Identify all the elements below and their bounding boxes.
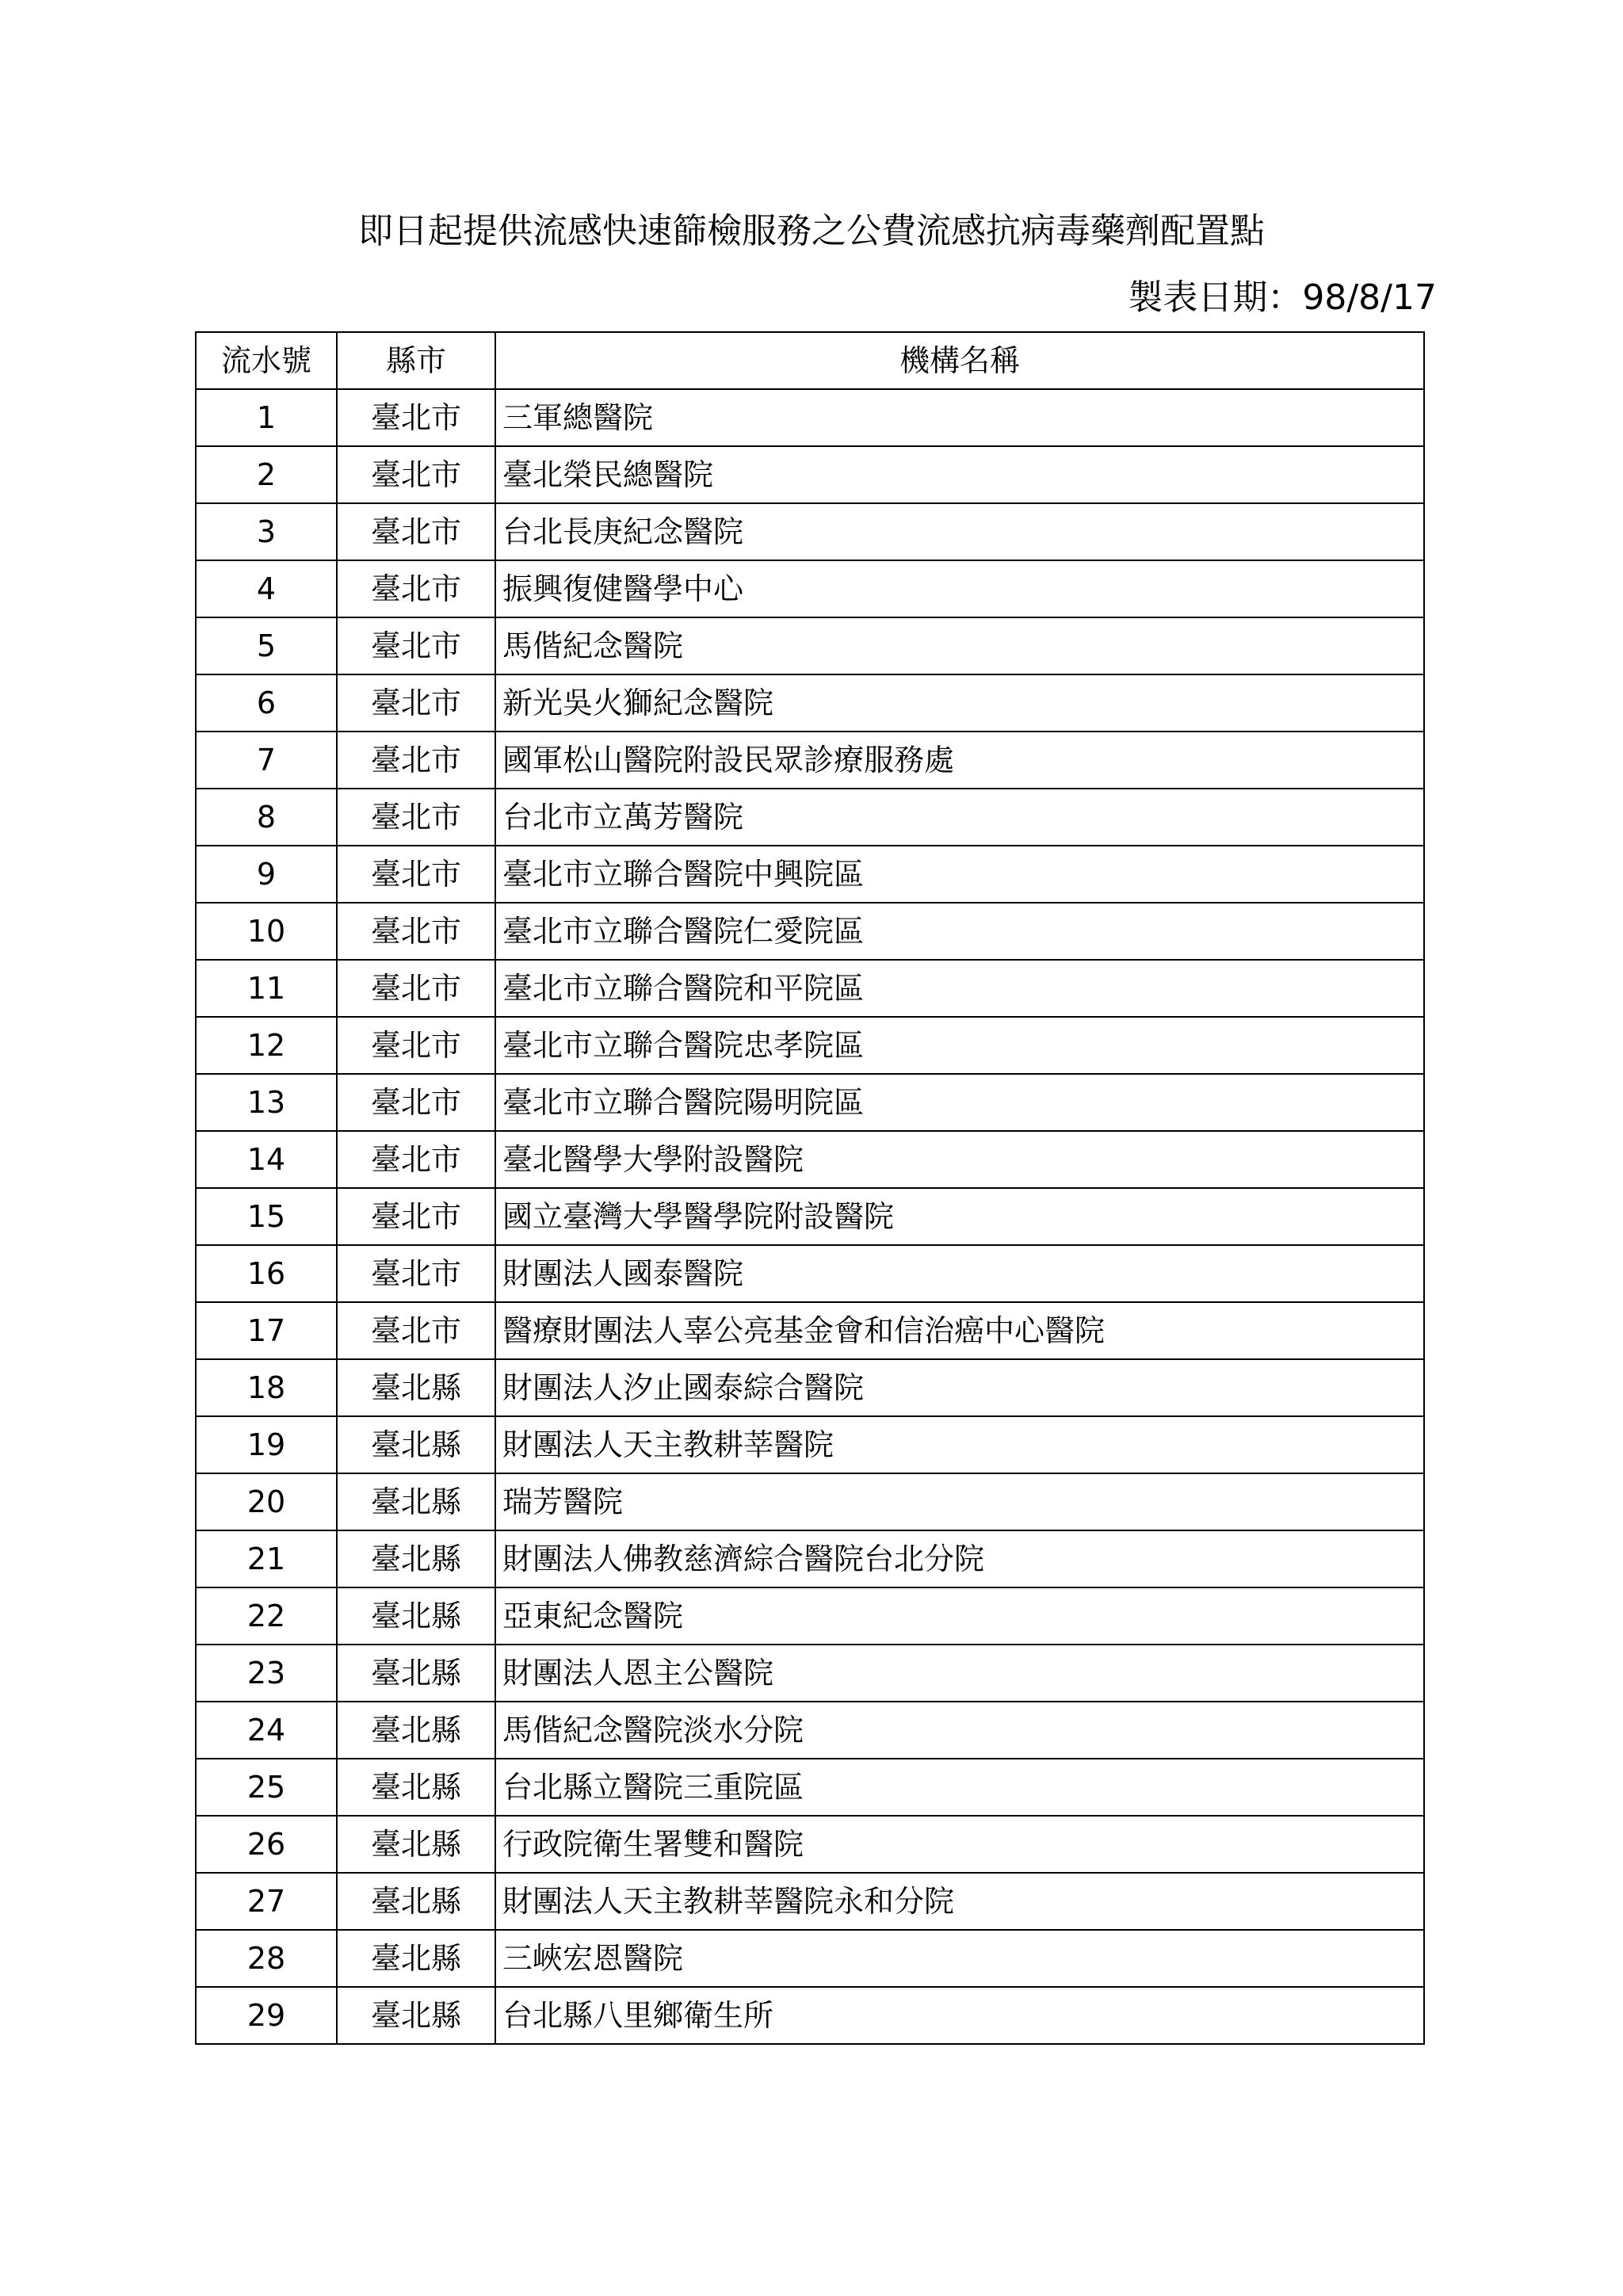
table-row bbox=[196, 1873, 1424, 1930]
serial-number-cell: 1 bbox=[196, 389, 337, 446]
table-row bbox=[196, 446, 1424, 503]
institution-name-cell: 臺北市立聯合醫院和平院區 bbox=[495, 960, 1424, 1017]
institution-name-cell: 財團法人天主教耕莘醫院永和分院 bbox=[495, 1873, 1424, 1930]
serial-number-cell: 11 bbox=[196, 960, 337, 1017]
county-cell: 臺北市 bbox=[337, 674, 495, 732]
table-row bbox=[196, 1074, 1424, 1131]
county-cell: 臺北縣 bbox=[337, 1587, 495, 1645]
table-row bbox=[196, 1188, 1424, 1245]
institution-name-cell: 臺北醫學大學附設醫院 bbox=[495, 1131, 1424, 1188]
table-row bbox=[196, 1702, 1424, 1759]
county-cell: 臺北縣 bbox=[337, 1873, 495, 1930]
table-row bbox=[196, 1759, 1424, 1816]
serial-number-cell: 14 bbox=[196, 1131, 337, 1188]
institution-name-cell: 亞東紀念醫院 bbox=[495, 1587, 1424, 1645]
county-cell: 臺北縣 bbox=[337, 1987, 495, 2044]
table-row bbox=[196, 1816, 1424, 1873]
table-row bbox=[196, 1645, 1424, 1702]
county-cell: 臺北縣 bbox=[337, 1816, 495, 1873]
county-cell: 臺北縣 bbox=[337, 1530, 495, 1587]
county-cell: 臺北市 bbox=[337, 503, 495, 560]
institution-name-cell: 臺北榮民總醫院 bbox=[495, 446, 1424, 503]
header-county: 縣市 bbox=[337, 332, 495, 389]
table-row bbox=[196, 674, 1424, 732]
table-row bbox=[196, 617, 1424, 674]
table-row bbox=[196, 846, 1424, 903]
institution-name-cell: 瑞芳醫院 bbox=[495, 1473, 1424, 1530]
county-cell: 臺北市 bbox=[337, 789, 495, 846]
county-cell: 臺北市 bbox=[337, 560, 495, 617]
county-cell: 臺北市 bbox=[337, 903, 495, 960]
serial-number-cell: 7 bbox=[196, 732, 337, 789]
table-row bbox=[196, 1587, 1424, 1645]
page-title: 即日起提供流感快速篩檢服務之公費流感抗病毒藥劑配置點 bbox=[358, 211, 1265, 251]
institution-name-cell: 行政院衛生署雙和醫院 bbox=[495, 1816, 1424, 1873]
serial-number-cell: 8 bbox=[196, 789, 337, 846]
table-row bbox=[196, 1017, 1424, 1074]
county-cell: 臺北市 bbox=[337, 446, 495, 503]
county-cell: 臺北縣 bbox=[337, 1473, 495, 1530]
table-row bbox=[196, 1530, 1424, 1587]
institution-name-cell: 臺北市立聯合醫院陽明院區 bbox=[495, 1074, 1424, 1131]
institution-name-cell: 馬偕紀念醫院 bbox=[495, 617, 1424, 674]
serial-number-cell: 19 bbox=[196, 1416, 337, 1473]
serial-number-cell: 29 bbox=[196, 1987, 337, 2044]
institution-name-cell: 臺北市立聯合醫院忠孝院區 bbox=[495, 1017, 1424, 1074]
serial-number-cell: 26 bbox=[196, 1816, 337, 1873]
institution-name-cell: 三峽宏恩醫院 bbox=[495, 1930, 1424, 1987]
serial-number-cell: 17 bbox=[196, 1302, 337, 1359]
table-row bbox=[196, 1987, 1424, 2044]
serial-number-cell: 2 bbox=[196, 446, 337, 503]
table-header bbox=[196, 332, 1424, 389]
table-row bbox=[196, 560, 1424, 617]
county-cell: 臺北市 bbox=[337, 1188, 495, 1245]
county-cell: 臺北市 bbox=[337, 1302, 495, 1359]
county-cell: 臺北市 bbox=[337, 1017, 495, 1074]
table-row bbox=[196, 1416, 1424, 1473]
county-cell: 臺北縣 bbox=[337, 1930, 495, 1987]
serial-number-cell: 10 bbox=[196, 903, 337, 960]
serial-number-cell: 15 bbox=[196, 1188, 337, 1245]
institution-name-cell: 新光吳火獅紀念醫院 bbox=[495, 674, 1424, 732]
institution-name-cell: 三軍總醫院 bbox=[495, 389, 1424, 446]
serial-number-cell: 6 bbox=[196, 674, 337, 732]
table-row bbox=[196, 903, 1424, 960]
serial-number-cell: 25 bbox=[196, 1759, 337, 1816]
county-cell: 臺北市 bbox=[337, 1131, 495, 1188]
header-row bbox=[196, 332, 1424, 389]
serial-number-cell: 22 bbox=[196, 1587, 337, 1645]
county-cell: 臺北市 bbox=[337, 846, 495, 903]
county-cell: 臺北縣 bbox=[337, 1645, 495, 1702]
county-cell: 臺北縣 bbox=[337, 1702, 495, 1759]
serial-number-cell: 4 bbox=[196, 560, 337, 617]
institution-name-cell: 台北縣立醫院三重院區 bbox=[495, 1759, 1424, 1816]
report-date: 製表日期：98/8/17 bbox=[1128, 277, 1437, 318]
institution-name-cell: 台北長庚紀念醫院 bbox=[495, 503, 1424, 560]
table-row bbox=[196, 789, 1424, 846]
table-row bbox=[196, 1473, 1424, 1530]
institution-name-cell: 財團法人天主教耕莘醫院 bbox=[495, 1416, 1424, 1473]
facility-table bbox=[195, 331, 1425, 2045]
institution-name-cell: 財團法人恩主公醫院 bbox=[495, 1645, 1424, 1702]
county-cell: 臺北縣 bbox=[337, 1359, 495, 1416]
serial-number-cell: 23 bbox=[196, 1645, 337, 1702]
serial-number-cell: 13 bbox=[196, 1074, 337, 1131]
table-row bbox=[196, 960, 1424, 1017]
serial-number-cell: 21 bbox=[196, 1530, 337, 1587]
serial-number-cell: 12 bbox=[196, 1017, 337, 1074]
table-row bbox=[196, 1245, 1424, 1302]
table-row bbox=[196, 732, 1424, 789]
county-cell: 臺北市 bbox=[337, 389, 495, 446]
serial-number-cell: 27 bbox=[196, 1873, 337, 1930]
serial-number-cell: 18 bbox=[196, 1359, 337, 1416]
table-row bbox=[196, 503, 1424, 560]
institution-name-cell: 醫療財團法人辜公亮基金會和信治癌中心醫院 bbox=[495, 1302, 1424, 1359]
institution-name-cell: 財團法人國泰醫院 bbox=[495, 1245, 1424, 1302]
serial-number-cell: 20 bbox=[196, 1473, 337, 1530]
header-institution-name: 機構名稱 bbox=[495, 332, 1424, 389]
table-row bbox=[196, 1359, 1424, 1416]
institution-name-cell: 臺北市立聯合醫院中興院區 bbox=[495, 846, 1424, 903]
county-cell: 臺北縣 bbox=[337, 1759, 495, 1816]
header-serial-number: 流水號 bbox=[196, 332, 337, 389]
institution-name-cell: 國軍松山醫院附設民眾診療服務處 bbox=[495, 732, 1424, 789]
serial-number-cell: 16 bbox=[196, 1245, 337, 1302]
table-row bbox=[196, 1302, 1424, 1359]
serial-number-cell: 28 bbox=[196, 1930, 337, 1987]
serial-number-cell: 24 bbox=[196, 1702, 337, 1759]
institution-name-cell: 台北縣八里鄉衛生所 bbox=[495, 1987, 1424, 2044]
institution-name-cell: 國立臺灣大學醫學院附設醫院 bbox=[495, 1188, 1424, 1245]
serial-number-cell: 5 bbox=[196, 617, 337, 674]
county-cell: 臺北市 bbox=[337, 1245, 495, 1302]
county-cell: 臺北縣 bbox=[337, 1416, 495, 1473]
serial-number-cell: 3 bbox=[196, 503, 337, 560]
institution-name-cell: 財團法人汐止國泰綜合醫院 bbox=[495, 1359, 1424, 1416]
institution-name-cell: 臺北市立聯合醫院仁愛院區 bbox=[495, 903, 1424, 960]
county-cell: 臺北市 bbox=[337, 732, 495, 789]
table-row bbox=[196, 1930, 1424, 1987]
county-cell: 臺北市 bbox=[337, 617, 495, 674]
table-row bbox=[196, 1131, 1424, 1188]
table-row bbox=[196, 389, 1424, 446]
institution-name-cell: 馬偕紀念醫院淡水分院 bbox=[495, 1702, 1424, 1759]
institution-name-cell: 台北市立萬芳醫院 bbox=[495, 789, 1424, 846]
institution-name-cell: 振興復健醫學中心 bbox=[495, 560, 1424, 617]
county-cell: 臺北市 bbox=[337, 960, 495, 1017]
institution-name-cell: 財團法人佛教慈濟綜合醫院台北分院 bbox=[495, 1530, 1424, 1587]
county-cell: 臺北市 bbox=[337, 1074, 495, 1131]
serial-number-cell: 9 bbox=[196, 846, 337, 903]
table-body bbox=[196, 389, 1424, 2044]
